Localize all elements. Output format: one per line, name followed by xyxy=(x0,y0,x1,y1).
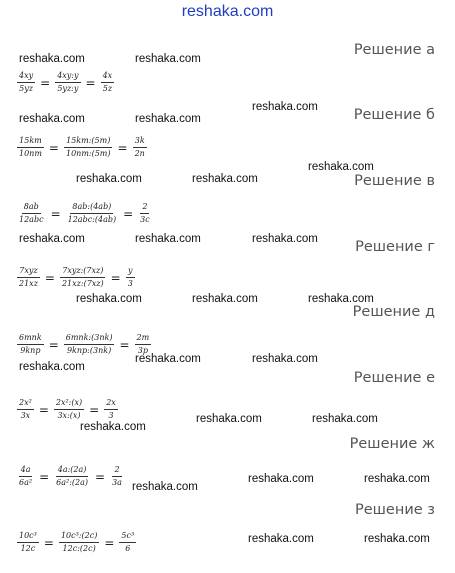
fraction: $\frac{\text{6mnk}}{\text{9knp}}$ xyxy=(19,333,42,355)
equals-sign: = xyxy=(104,535,115,550)
watermark: reshaka.com xyxy=(135,353,201,365)
fraction: $\frac{\text{2x²:(x)}}{3x:(x)}$ xyxy=(55,398,83,420)
watermark: reshaka.com xyxy=(248,533,314,545)
equals-sign: = xyxy=(119,337,130,352)
fraction: $\frac{3k}{2n}$ xyxy=(134,136,145,158)
fraction: $\frac{4xy}{5yz}$ xyxy=(19,71,34,93)
fraction: $\frac{2m}{3p}$ xyxy=(136,333,150,355)
fraction: $\frac{\text{5c³}}{6}$ xyxy=(121,531,135,553)
equals-sign: = xyxy=(44,270,55,285)
watermark: reshaka.com xyxy=(364,473,430,485)
watermark: reshaka.com xyxy=(252,101,318,113)
equals-sign: = xyxy=(85,75,96,90)
watermark: reshaka.com xyxy=(76,293,142,305)
watermark: reshaka.com xyxy=(312,413,378,425)
watermark: reshaka.com xyxy=(192,173,258,185)
solution-heading: Решение е xyxy=(353,370,435,386)
solution-heading: Решение ж xyxy=(349,436,435,452)
equation-z xyxy=(15,531,138,554)
equals-sign: = xyxy=(89,402,100,417)
equals-sign: = xyxy=(39,469,50,484)
fraction: $\frac{2}{3a}$ xyxy=(112,465,122,487)
watermark: reshaka.com xyxy=(19,233,85,245)
watermark: reshaka.com xyxy=(135,113,201,125)
fraction: $\frac{2x}{3}$ xyxy=(106,398,116,420)
equals-sign: = xyxy=(43,535,54,550)
fraction: $\frac{15km:(5m)}{10nm:(5m)}$ xyxy=(65,136,111,158)
equals-sign: = xyxy=(123,206,134,221)
site-logo[interactable]: reshaka.com xyxy=(181,3,274,20)
fraction: $\frac{4xy:y}{5yz:y}$ xyxy=(57,71,79,93)
watermark: reshaka.com xyxy=(192,293,258,305)
watermark: reshaka.com xyxy=(135,53,201,65)
equals-sign: = xyxy=(95,469,106,484)
fraction: $\frac{\text{6mnk:(3nk)}}{\text{9knp:(3nk)}}$ xyxy=(65,333,113,355)
equals-sign: = xyxy=(48,140,59,155)
fraction: $\frac{15km}{10nm}$ xyxy=(19,136,42,158)
equation-e xyxy=(15,398,120,421)
fraction: $\frac{4x}{5z}$ xyxy=(102,71,113,93)
equation-a xyxy=(15,71,116,94)
watermark: reshaka.com xyxy=(196,413,262,425)
fraction: $\frac{2}{3c}$ xyxy=(140,202,150,224)
watermark: reshaka.com xyxy=(364,533,430,545)
watermark: reshaka.com xyxy=(19,361,85,373)
equation-d xyxy=(15,333,153,356)
equation-v xyxy=(15,202,154,225)
fraction: $\frac{y}{3}$ xyxy=(127,266,133,288)
watermark: reshaka.com xyxy=(19,53,85,65)
watermark: reshaka.com xyxy=(252,233,318,245)
fraction: $\frac{8ab}{\text{12abc}}$ xyxy=(19,202,44,224)
solution-heading: Решение а xyxy=(353,42,435,58)
watermark: reshaka.com xyxy=(132,481,198,493)
equals-sign: = xyxy=(50,206,61,221)
fraction: $\frac{4a:(2a)}{\text{6a²:(2a)}}$ xyxy=(56,465,89,487)
fraction: $\frac{\text{7xyz:(7xz)}}{21xz:(7xz)}$ xyxy=(61,266,104,288)
solution-heading: Решение г xyxy=(355,239,435,255)
watermark: reshaka.com xyxy=(248,473,314,485)
watermark: reshaka.com xyxy=(308,161,374,173)
equals-sign: = xyxy=(110,270,121,285)
fraction: $\frac{\text{10c³:(2c)}}{12c:(2c)}$ xyxy=(60,531,98,553)
watermark: reshaka.com xyxy=(252,353,318,365)
watermark: reshaka.com xyxy=(80,421,146,433)
equation-zh xyxy=(15,465,126,488)
solution-heading: Решение б xyxy=(353,107,435,123)
fraction: $\frac{\text{7xyz}}{21xz}$ xyxy=(19,266,38,288)
equals-sign: = xyxy=(40,75,51,90)
watermark: reshaka.com xyxy=(308,293,374,305)
watermark: reshaka.com xyxy=(135,233,201,245)
equals-sign: = xyxy=(48,337,59,352)
fraction: $\frac{\text{2x²}}{3x}$ xyxy=(19,398,32,420)
solution-heading: Решение з xyxy=(355,502,435,518)
equals-sign: = xyxy=(38,402,49,417)
equation-g xyxy=(15,266,137,289)
fraction: $\frac{8ab:(4ab)}{\text{12abc:(4ab)}}$ xyxy=(67,202,117,224)
equation-b xyxy=(15,136,149,159)
equals-sign: = xyxy=(117,140,128,155)
solution-heading: Решение в xyxy=(354,173,435,189)
fraction: $\frac{4a}{\text{6a²}}$ xyxy=(19,465,33,487)
fraction: $\frac{\text{10c³}}{12c}$ xyxy=(19,531,37,553)
watermark: reshaka.com xyxy=(76,173,142,185)
solution-heading: Решение д xyxy=(352,304,435,320)
watermark: reshaka.com xyxy=(19,113,85,125)
